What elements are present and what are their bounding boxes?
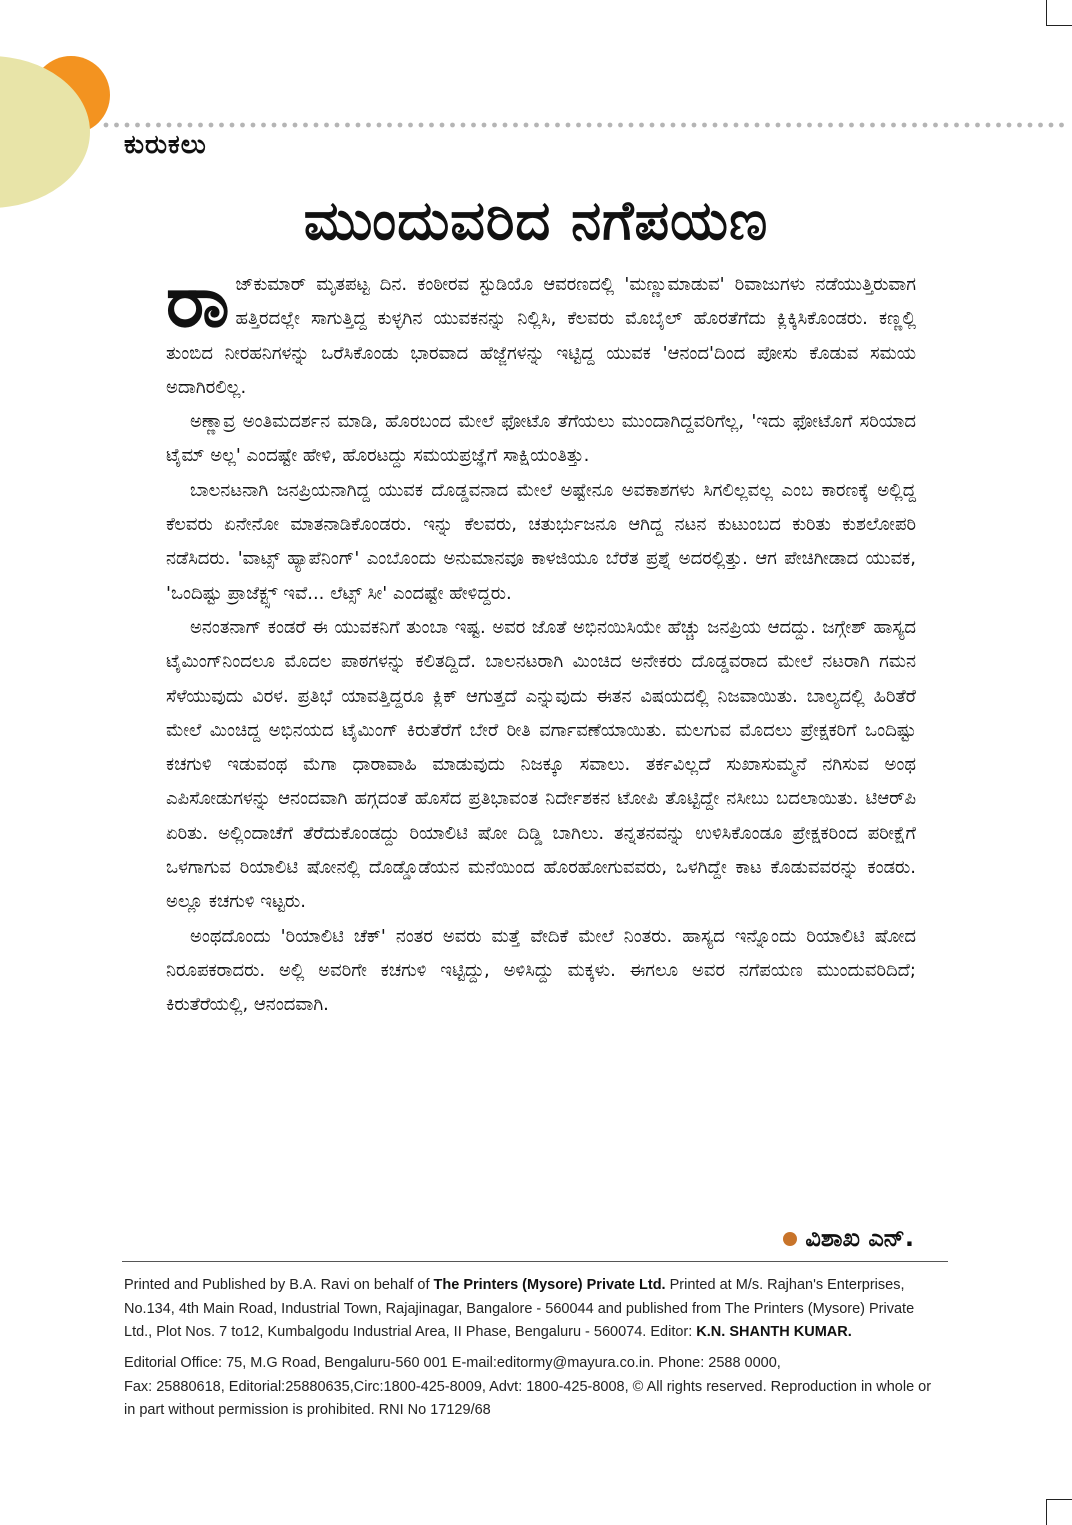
dot [681, 123, 686, 128]
dot [188, 123, 193, 128]
dot [240, 123, 245, 128]
dot [450, 123, 455, 128]
dot [954, 123, 959, 128]
dot [303, 123, 308, 128]
paragraph-2: ಅಣ್ಣಾವ್ರ ಅಂತಿಮದರ್ಶನ ಮಾಡಿ, ಹೊರಬಂದ ಮೇಲೆ ಫೋಟೊ ತೆಗೆಯಲು ಮುಂದಾಗಿದ್ದವರಿಗೆಲ್ಲ, 'ಇದು ಫೋಟೊಗೆ ಸರಿಯಾದ ಟೈಮ್ ಅಲ್ಲ' ಎಂದಷ್ಟೇ ಹೇಳಿ, ಹೊರಟದ್ದು ಸಮಯಪ್ರಜ್ಞೆಗೆ ಸಾಕ್ಷಿಯಂತಿತ್ತು. [166, 411, 916, 467]
dot [608, 123, 613, 128]
dot [576, 123, 581, 128]
crop-mark-top-right [1046, 0, 1047, 26]
imprint-part-2: Printed at M/s. Rajhan's Enterprises, No.134, 4th Main Road, Industrial Town, Rajajinagar, Bangalore - 560044 and published from The Printers (Mysore) Private Ltd., Plot Nos. 7 to12, Kumbalgodu Industrial Area, II Phase, Bengaluru - 560074. Editor: [124, 1277, 915, 1340]
dot [545, 123, 550, 128]
dot [881, 123, 886, 128]
paragraph-5: ಅಂಥದೊಂದು 'ರಿಯಾಲಿಟಿ ಚೆಕ್' ನಂತರ ಅವರು ಮತ್ತೆ ವೇದಿಕೆ ಮೇಲೆ ನಿಂತರು. ಹಾಸ್ಯದ ಇನ್ನೊಂದು ರಿಯಾಲಿಟಿ ಷೋದ ನಿರೂಪಕರಾದರು. ಅಲ್ಲಿ ಅವರಿಗೇ ಕಚಗುಳಿ ಇಟ್ಟಿದ್ದು, ಅಳಿಸಿದ್ದು ಮಕ್ಕಳು. ಈಗಲೂ ಅವರ ನಗೆಪಯಣ ಮುಂದುವರಿದಿದೆ; ಕಿರುತೆರೆಯಲ್ಲಿ, ಆನಂದವಾಗಿ. [166, 925, 916, 1016]
dot [272, 123, 277, 128]
dot [807, 123, 812, 128]
dot [587, 123, 592, 128]
dot [849, 123, 854, 128]
dot [534, 123, 539, 128]
dot [870, 123, 875, 128]
dot [1059, 123, 1064, 128]
dot [923, 123, 928, 128]
dot [524, 123, 529, 128]
byline [783, 1224, 914, 1252]
dot [198, 123, 203, 128]
dot [167, 123, 172, 128]
office-line-2: Fax: 25880618, Editorial:25880635,Circ:1800-425-8009, Advt: 1800-425-8008, © All rights reserved. Reproduction in whole or in part without permission is prohibited. RNI No 17129/68 [124, 1378, 932, 1418]
dot [440, 123, 445, 128]
imprint-part-1: Printed and Published by B.A. Ravi on behalf of [124, 1277, 434, 1293]
section-label: ಕುರುಕಲು [124, 130, 207, 160]
author-name: ವಿಶಾಖ ಎನ್. [805, 1224, 914, 1252]
dot [975, 123, 980, 128]
dot [125, 123, 130, 128]
dot [965, 123, 970, 128]
dot [356, 123, 361, 128]
dot [146, 123, 151, 128]
imprint-company: The Printers (Mysore) Private Ltd. [433, 1277, 666, 1293]
imprint-text [124, 1274, 944, 1345]
dot [860, 123, 865, 128]
dot [492, 123, 497, 128]
dot [639, 123, 644, 128]
dot [335, 123, 340, 128]
dot [114, 123, 119, 128]
article-title: ಮುಂದುವರಿದ ನಗೆಪಯಣ [303, 188, 769, 252]
crop-mark-bottom-right [1046, 1499, 1047, 1525]
paragraph-3: ಬಾಲನಟನಾಗಿ ಜನಪ್ರಿಯನಾಗಿದ್ದ ಯುವಕ ದೊಡ್ಡವನಾದ ಮೇಲೆ ಅಷ್ಟೇನೂ ಅವಕಾಶಗಳು ಸಿಗಲಿಲ್ಲವಲ್ಲ ಎಂಬ ಕಾರಣಕ್ಕೆ ಅಲ್ಲಿದ್ದ ಕೆಲವರು ಏನೇನೋ ಮಾತನಾಡಿಕೊಂಡರು. ಇನ್ನು ಕೆಲವರು, ಚತುರ್ಭುಜನೂ ಆಗಿದ್ದ ನಟನ ಕುಟುಂಬದ ಕುರಿತು ಕುಶಲೋಪರಿ ನಡೆಸಿದರು. 'ವಾಟ್ಸ್ ಹ್ಯಾಪೆನಿಂಗ್' ಎಂಬೊಂದು ಅನುಮಾನವೂ ಕಾಳಜಿಯೂ ಬೆರೆತ ಪ್ರಶ್ನೆ ಅದರಲ್ಲಿತ್ತು. ಆಗ ಪೇಚಿಗೀಡಾದ ಯುವಕ, 'ಒಂದಿಷ್ಟು ಪ್ರಾಜೆಕ್ಟ್ಸ್ ಇವೆ... ಲೆಟ್ಸ್ ಸೀ' ಎಂದಷ್ಟೇ ಹೇಳಿದ್ದರು. [166, 479, 916, 604]
dot [1049, 123, 1054, 128]
dot [324, 123, 329, 128]
dot [1007, 123, 1012, 128]
dot [387, 123, 392, 128]
dot [744, 123, 749, 128]
dot [713, 123, 718, 128]
dot [471, 123, 476, 128]
dot [482, 123, 487, 128]
dot [555, 123, 560, 128]
dot [818, 123, 823, 128]
dot [996, 123, 1001, 128]
dot [135, 123, 140, 128]
paragraph-4: ಅನಂತನಾಗ್ ಕಂಡರೆ ಈ ಯುವಕನಿಗೆ ತುಂಬಾ ಇಷ್ಟ. ಅವರ ಜೊತೆ ಅಭಿನಯಿಸಿಯೇ ಹೆಚ್ಚು ಜನಪ್ರಿಯ ಆದದ್ದು. ಜಗ್ಗೇಶ್ ಹಾಸ್ಯದ ಟೈಮಿಂಗ್‌ನಿಂದಲೂ ಮೊದಲ ಪಾಠಗಳನ್ನು ಕಲಿತದ್ದಿದೆ. ಬಾಲನಟರಾಗಿ ಮಿಂಚಿದ ಅನೇಕರು ದೊಡ್ಡವರಾದ ಮೇಲೆ ನಟರಾಗಿ ಗಮನ ಸೆಳೆಯುವುದು ವಿರಳ. ಪ್ರತಿಭೆ ಯಾವತ್ತಿದ್ದರೂ ಕ್ಲಿಕ್ ಆಗುತ್ತದೆ ಎನ್ನುವುದು ಈತನ ವಿಷಯದಲ್ಲಿ ನಿಜವಾಯಿತು. ಬಾಲ್ಯದಲ್ಲಿ ಹಿರಿತೆರೆ ಮೇಲೆ ಮಿಂಚಿದ್ದ ಅಭಿನಯದ ಟೈಮಿಂಗ್ ಕಿರುತೆರೆಗೆ ಬೇರೆ ರೀತಿ ವರ್ಗಾವಣೆಯಾಯಿತು. ಮಲಗುವ ಮೊದಲು ಪ್ರೇಕ್ಷಕರಿಗೆ ಒಂದಿಷ್ಟು ಕಚಗುಳಿ ಇಡುವಂಥ ಮೆಗಾ ಧಾರಾವಾಹಿ ಮಾಡುವುದು ನಿಜಕ್ಕೂ ಸವಾಲು. ತರ್ಕವಿಲ್ಲದೆ ಸುಖಾಸುಮ್ಮನೆ ನಗಿಸುವ ಅಂಥ ಎಪಿಸೋಡುಗಳನ್ನು ಆನಂದವಾಗಿ ಹಗ್ಗದಂತೆ ಹೊಸೆದ ಪ್ರತಿಭಾವಂತ ನಿರ್ದೇಶಕನ ಟೋಪಿ ತೊಟ್ಟಿದ್ದೇ ನಸೀಬು ಬದಲಾಯಿತು. ಟಿಆರ್‌ಪಿ ಏರಿತು. ಅಲ್ಲಿಂದಾಚೆಗೆ ತೆರೆದುಕೊಂಡದ್ದು ರಿಯಾಲಿಟಿ ಷೋ ದಿಡ್ಡಿ ಬಾಗಿಲು. ತನ್ನತನವನ್ನು ಉಳಿಸಿಕೊಂಡೂ ಪ್ರೇಕ್ಷಕರಿಂದ ಪರೀಕ್ಷೆಗೆ ಒಳಗಾಗುವ ರಿಯಾಲಿಟಿ ಷೋನಲ್ಲಿ ದೊಡ್ಡೊಡೆಯನ ಮನೆಯಿಂದ ಹೊರಹೋಗುವವರು, ಒಳಗಿದ್ದೇ ಕಾಟ ಕೊಡುವವರನ್ನು ಕಂಡರು. ಅಲ್ಲೂ ಕಚಗುಳಿ ಇಟ್ಟರು. [166, 616, 916, 913]
office-text [124, 1352, 944, 1423]
dot [797, 123, 802, 128]
dot [755, 123, 760, 128]
bullet-icon [783, 1232, 797, 1246]
dot [230, 123, 235, 128]
paragraph-1-text: ಜ್‌ಕುಮಾರ್ ಮೃತಪಟ್ಟ ದಿನ. ಕಂಠೀರವ ಸ್ಟುಡಿಯೊ ಆವರಣದಲ್ಲಿ 'ಮಣ್ಣುಮಾಡುವ' ರಿವಾಜುಗಳು ನಡೆಯುತ್ತಿರುವಾಗ ಹತ್ತಿರದಲ್ಲೇ ಸಾಗುತ್ತಿದ್ದ ಕುಳ್ಳಗಿನ ಯುವಕನನ್ನು ನಿಲ್ಲಿಸಿ, ಕೆಲವರು ಮೊಬೈಲ್ ಹೊರತೆಗೆದು ಕ್ಲಿಕ್ಕಿಸಿಕೊಂಡರು. ಕಣ್ಣಲ್ಲಿ ತುಂಬಿದ ನೀರಹನಿಗಳನ್ನು ಒರೆಸಿಕೊಂಡು ಭಾರವಾದ ಹೆಜ್ಜೆಗಳನ್ನು ಇಟ್ಟಿದ್ದ ಯುವಕ 'ಆನಂದ'ದಿಂದ ಪೋಸು ಕೊಡುವ ಸಮಯ ಅದಾಗಿರಲಿಲ್ಲ. [166, 274, 916, 398]
dot [429, 123, 434, 128]
dot [671, 123, 676, 128]
footer-divider [122, 1261, 948, 1262]
dot [828, 123, 833, 128]
dot [629, 123, 634, 128]
dot [650, 123, 655, 128]
paragraph-1 [166, 258, 916, 405]
dot [314, 123, 319, 128]
dot [765, 123, 770, 128]
dot [891, 123, 896, 128]
dot [734, 123, 739, 128]
dot [156, 123, 161, 128]
dot [513, 123, 518, 128]
dot [839, 123, 844, 128]
dot [902, 123, 907, 128]
office-line-1: Editorial Office: 75, M.G Road, Bengaluru-560 001 E-mail:editormy@mayura.co.in. Phone: 2588 0000, [124, 1355, 781, 1371]
dot [933, 123, 938, 128]
dot [912, 123, 917, 128]
imprint-editor: K.N. SHANTH KUMAR. [696, 1324, 852, 1340]
dot [398, 123, 403, 128]
dot [408, 123, 413, 128]
dot [618, 123, 623, 128]
crop-mark-bottom-right-h [1046, 1499, 1072, 1500]
dot [219, 123, 224, 128]
dot [1017, 123, 1022, 128]
dot [461, 123, 466, 128]
dot [1038, 123, 1043, 128]
dot [345, 123, 350, 128]
dot [261, 123, 266, 128]
dot [566, 123, 571, 128]
dot [776, 123, 781, 128]
dot [944, 123, 949, 128]
article-body [166, 258, 916, 1023]
dot [251, 123, 256, 128]
crop-mark-top-right-h [1046, 25, 1072, 26]
dot [702, 123, 707, 128]
dot [692, 123, 697, 128]
dotted-rule [102, 121, 1072, 129]
dot [104, 123, 109, 128]
dot [503, 123, 508, 128]
drop-cap: ರಾ [166, 258, 230, 343]
dot [660, 123, 665, 128]
dot [986, 123, 991, 128]
dot [293, 123, 298, 128]
dot [366, 123, 371, 128]
dot [723, 123, 728, 128]
dot [786, 123, 791, 128]
dot [177, 123, 182, 128]
dot [209, 123, 214, 128]
dot [377, 123, 382, 128]
dot [1028, 123, 1033, 128]
dot [597, 123, 602, 128]
dot [419, 123, 424, 128]
dot [282, 123, 287, 128]
